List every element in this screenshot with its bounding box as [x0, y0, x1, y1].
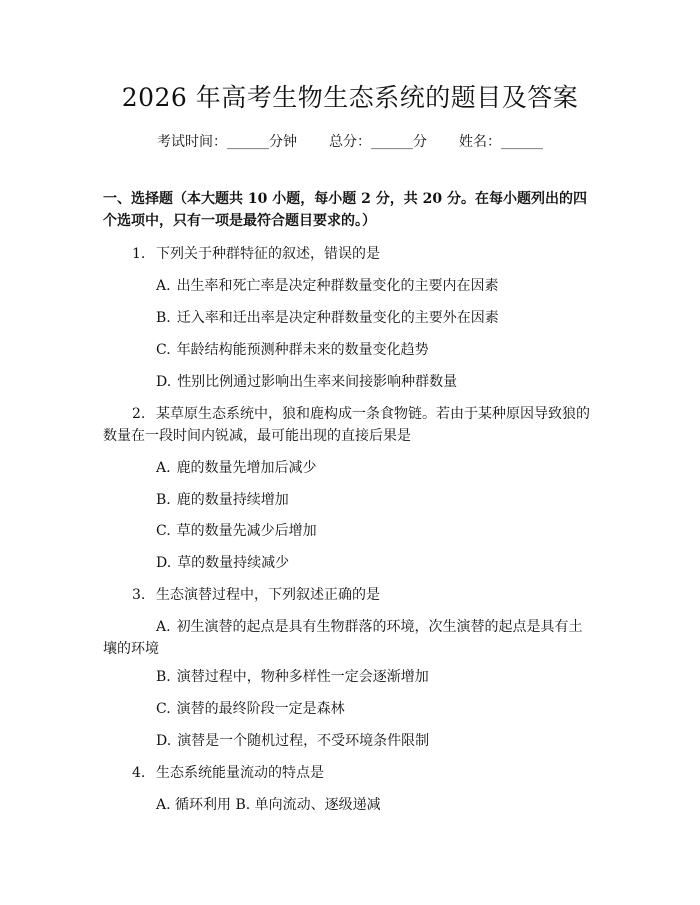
option-letter: A.: [156, 278, 171, 294]
question-1: [103, 243, 595, 265]
option-text: 草的数量持续减少: [177, 555, 290, 571]
question-number: 1.: [132, 246, 146, 262]
page-title: 2026 年高考生物生态系统的题目及答案: [121, 83, 579, 112]
option-1c: [156, 339, 596, 361]
time-field: 考试时间：______分钟: [157, 134, 297, 150]
option-3c: [156, 698, 596, 720]
question-stem: 某草原生态系统中，狼和鹿构成一条食物链。若由于某种原因导致狼的数量在一段时间内锐减，最可能出现的直接后果是: [103, 406, 590, 444]
option-letter: C.: [156, 523, 171, 539]
option-letter: B.: [156, 669, 171, 685]
option-text: 鹿的数量先增加后减少: [176, 460, 317, 476]
option-1a: [156, 275, 596, 297]
option-letter: C.: [156, 701, 171, 717]
option-1b: [156, 307, 596, 329]
option-text: 性别比例通过影响出生率来间接影响种群数量: [177, 374, 458, 390]
question-stem: 生态系统能量流动的特点是: [156, 765, 324, 781]
section-heading: 一、选择题（本大题共 10 小题，每小题 2 分，共 20 分。在每小题列出的四个选项中，只有一项是最符合题目要求的。）: [103, 191, 587, 229]
question-stem: 生态演替过程中，下列叙述正确的是: [156, 587, 380, 603]
option-letter: A.: [156, 619, 171, 635]
name-field: 姓名：______: [459, 134, 543, 150]
option-letter: B.: [156, 492, 171, 508]
option-text: 鹿的数量持续增加: [176, 492, 289, 508]
option-text: 演替是一个随机过程，不受环境条件限制: [177, 733, 430, 749]
score-field: 总分：______分: [329, 134, 427, 150]
question-number: 4.: [132, 765, 146, 781]
option-1d: [156, 371, 596, 393]
question-3: [103, 584, 595, 606]
question-number: 2.: [132, 406, 146, 422]
option-text: 出生率和死亡率是决定种群数量变化的主要内在因素: [176, 278, 499, 294]
question-2: [103, 403, 595, 447]
option-3b: [156, 666, 596, 688]
option-2a: [156, 457, 596, 479]
question-stem: 下列关于种群特征的叙述，错误的是: [156, 246, 380, 262]
option-2b: [156, 489, 596, 511]
option-text: 初生演替的起点是具有生物群落的环境，次生演替的起点是具有土壤的环境: [103, 619, 583, 657]
option-4-inline: A. 循环利用 B. 单向流动、逐级递减: [156, 797, 381, 813]
option-3d: [156, 730, 596, 752]
option-text: 迁入率和迁出率是决定种群数量变化的主要外在因素: [176, 310, 499, 326]
option-text: 草的数量先减少后增加: [176, 523, 317, 539]
option-letter: D.: [156, 374, 172, 390]
option-text: 演替的最终阶段一定是森林: [176, 701, 345, 717]
option-letter: B.: [156, 310, 171, 326]
question-4: [103, 762, 595, 784]
option-text: 演替过程中，物种多样性一定会逐渐增加: [176, 669, 429, 685]
option-2c: [156, 520, 596, 542]
option-text: 年龄结构能预测种群未来的数量变化趋势: [176, 342, 429, 358]
question-number: 3.: [132, 587, 146, 603]
option-2d: [156, 552, 596, 574]
option-3a: [103, 616, 595, 660]
option-letter: D.: [156, 733, 172, 749]
option-letter: A.: [156, 460, 171, 476]
exam-meta: [0, 131, 700, 153]
option-letter: C.: [156, 342, 171, 358]
option-letter: D.: [156, 555, 172, 571]
